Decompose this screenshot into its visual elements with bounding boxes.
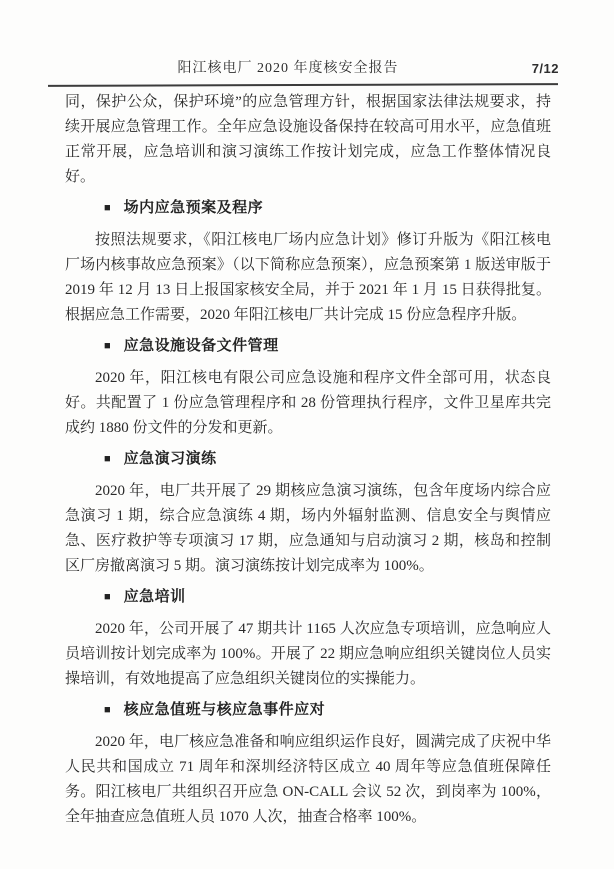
body-paragraph: 2020 年，公司开展了 47 期共计 1165 人次应急专项培训，应急响应人员培训按计划完成率为 100%。开展了 22 期应急响应组织关键岗位人员实操培训，有效地提高了应急组织关键岗位的实操能力。 xyxy=(65,621,551,687)
section-heading-text: 应急演习演练 xyxy=(123,451,217,467)
section-heading-text: 核应急值班与核应急事件应对 xyxy=(123,702,326,718)
body-paragraph: 2020 年，电厂核应急准备和响应组织运作良好，圆满完成了庆祝中华人民共和国成立 71 周年和深圳经济特区成立 40 周年等应急值班保障任务。阳江核电厂共组织召开应急 ON-CALL 会议 52 次，到岗率为 100%，全年抽查应急值班人员 1070 人次，抽查合格率 100%。 xyxy=(65,734,551,825)
page-number: 7/12 xyxy=(531,61,559,76)
square-bullet-icon: ■ xyxy=(104,202,111,214)
page-header xyxy=(65,57,559,81)
section-heading xyxy=(65,585,551,610)
square-bullet-icon: ■ xyxy=(104,453,111,465)
report-body xyxy=(65,90,551,830)
square-bullet-icon: ■ xyxy=(104,340,111,352)
report-title: 阳江核电厂 2020 年度核安全报告 xyxy=(177,61,399,76)
section-heading xyxy=(65,698,551,723)
body-paragraph: 同，保护公众，保护环境”的应急管理方针，根据国家法律法规要求，持续开展应急管理工作。全年应急设施设备保持在较高可用水平，应急值班正常开展，应急培训和演习演练工作按计划完成，应急工作整体情况良好。 xyxy=(65,94,551,185)
body-paragraph: 2020 年，电厂共开展了 29 期核应急演习演练，包含年度场内综合应急演习 1 期，综合应急演练 4 期，场内外辐射监测、信息安全与舆情应急、医疗救护等专项演习 17 期，应急通知与启动演习 2 期，核岛和控制区厂房撤离演习 5 期。演习演练按计划完成率为 100%。 xyxy=(65,483,551,574)
square-bullet-icon: ■ xyxy=(104,591,111,603)
square-bullet-icon: ■ xyxy=(104,704,111,716)
body-paragraph: 按照法规要求，《阳江核电厂场内应急计划》修订升版为《阳江核电厂场内核事故应急预案》（以下简称应急预案），应急预案第 1 版送审版于 2019 年 12 月 13 日上报国家核安全局，并于 2021 年 1 月 15 日获得批复。根据应急工作需要，2020 年阳江核电厂共计完成 15 份应急程序升版。 xyxy=(65,232,551,323)
section-heading xyxy=(65,196,551,221)
header-rule xyxy=(48,83,558,87)
section-heading xyxy=(65,447,551,472)
body-paragraph: 2020 年，阳江核电有限公司应急设施和程序文件全部可用，状态良好。共配置了 1 份应急管理程序和 28 份管理执行程序，文件卫星库共完成约 1880 份文件的分发和更新。 xyxy=(65,370,551,436)
section-heading-text: 场内应急预案及程序 xyxy=(123,200,264,216)
section-heading-text: 应急设施设备文件管理 xyxy=(123,338,279,354)
section-heading xyxy=(65,334,551,359)
section-heading-text: 应急培训 xyxy=(123,589,186,605)
